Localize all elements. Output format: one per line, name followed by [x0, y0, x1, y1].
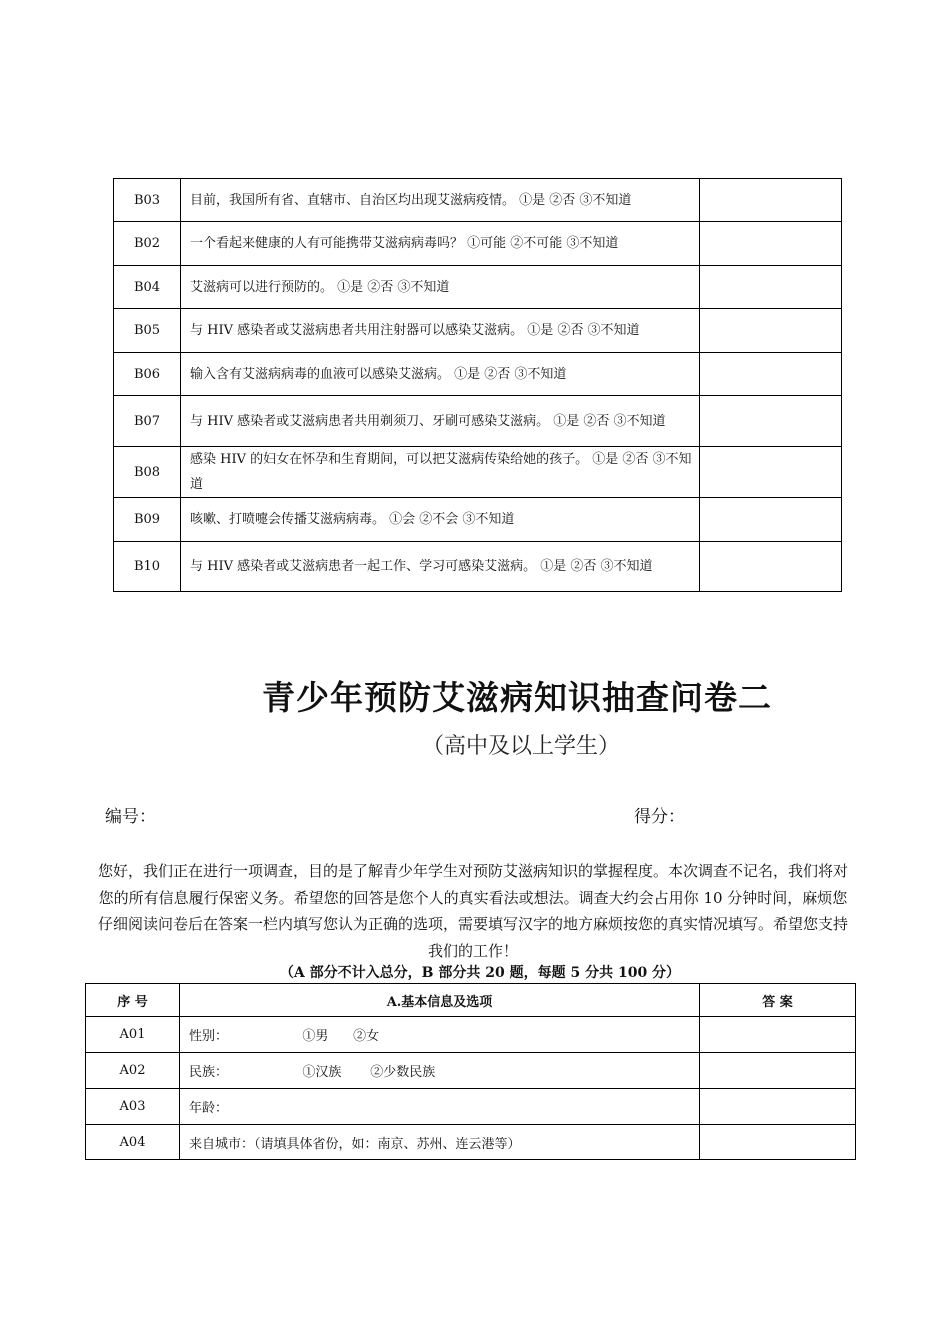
- question-text: 一个看起来健康的人有可能携带艾滋病病毒吗？ ①可能 ②不可能 ③不知道: [181, 222, 700, 266]
- score-label: 得分：: [634, 807, 685, 827]
- question-code: A04: [86, 1125, 180, 1160]
- answer-cell[interactable]: [700, 266, 842, 309]
- question-code: B03: [114, 179, 181, 222]
- question-text: 年龄：: [180, 1089, 700, 1125]
- answer-cell[interactable]: [700, 396, 842, 447]
- intro-paragraph: 您好，我们正在进行一项调查，目的是了解青少年学生对预防艾滋病知识的掌握程度。本次调查不记名，我们将对您的所有信息履行保密义务。希望您的回答是您个人的真实看法或想法。调查大约会占用你 10 分钟时间，麻烦您仔细阅读问卷后在答案一栏内填写您认为正确的选项，需要填写汉字的地方麻烦按您的真实情况填写。希望您支持我们的工作！: [97, 862, 848, 960]
- table-row: [114, 498, 842, 542]
- answer-cell[interactable]: [700, 542, 842, 592]
- answer-cell[interactable]: [700, 309, 842, 353]
- question-text: 来自城市：（请填具体省份，如：南京、苏州、连云港等）: [180, 1125, 700, 1160]
- question-code: A01: [86, 1017, 180, 1053]
- question-text: 感染 HIV 的妇女在怀孕和生育期间，可以把艾滋病传染给她的孩子。 ①是 ②否 ③不知道: [181, 447, 700, 498]
- question-text: 输入含有艾滋病病毒的血液可以感染艾滋病。 ①是 ②否 ③不知道: [181, 353, 700, 396]
- question-text: 目前，我国所有省、直辖市、自治区均出现艾滋病疫情。 ①是 ②否 ③不知道: [181, 179, 700, 222]
- question-text: 艾滋病可以进行预防的。 ①是 ②否 ③不知道: [181, 266, 700, 309]
- answer-cell[interactable]: [700, 222, 842, 266]
- table-row: [86, 1053, 856, 1089]
- question-text: 与 HIV 感染者或艾滋病患者共用注射器可以感染艾滋病。 ①是 ②否 ③不知道: [181, 309, 700, 353]
- answer-cell[interactable]: [700, 353, 842, 396]
- answer-cell[interactable]: [700, 498, 842, 542]
- question-code: B02: [114, 222, 181, 266]
- answer-cell[interactable]: [700, 179, 842, 222]
- table-header-row: [86, 984, 856, 1017]
- question-text: 民族： ①汉族 ②少数民族: [180, 1053, 700, 1089]
- question-code: A02: [86, 1053, 180, 1089]
- question-code: B08: [114, 447, 181, 498]
- answer-cell[interactable]: [700, 1125, 856, 1160]
- number-label: 编号：: [105, 807, 156, 827]
- header-question: A.基本信息及选项: [180, 984, 700, 1017]
- question-code: B06: [114, 353, 181, 396]
- answer-cell[interactable]: [700, 1017, 856, 1053]
- table-row: [114, 309, 842, 353]
- question-text: 与 HIV 感染者或艾滋病患者一起工作、学习可感染艾滋病。 ①是 ②否 ③不知道: [181, 542, 700, 592]
- page-subtitle: （高中及以上学生）: [421, 734, 620, 759]
- table-row: [114, 396, 842, 447]
- table-row: [86, 1125, 856, 1160]
- question-text: 与 HIV 感染者或艾滋病患者共用剃须刀、牙刷可感染艾滋病。 ①是 ②否 ③不知道: [181, 396, 700, 447]
- question-code: B09: [114, 498, 181, 542]
- question-code: B07: [114, 396, 181, 447]
- scoring-note: （A 部分不计入总分，B 部分共 20 题，每题 5 分共 100 分）: [279, 965, 681, 981]
- table-row: [114, 353, 842, 396]
- header-answer: 答 案: [700, 984, 856, 1017]
- table-row: [86, 1089, 856, 1125]
- knowledge-questions-table: [113, 178, 842, 592]
- question-text: 咳嗽、打喷嚏会传播艾滋病病毒。 ①会 ②不会 ③不知道: [181, 498, 700, 542]
- table-row: [114, 542, 842, 592]
- answer-cell[interactable]: [700, 447, 842, 498]
- question-code: B04: [114, 266, 181, 309]
- table-row: [114, 222, 842, 266]
- table-row: [86, 1017, 856, 1053]
- question-text: 性别： ①男 ②女: [180, 1017, 700, 1053]
- table-row: [114, 447, 842, 498]
- table-row: [114, 179, 842, 222]
- answer-cell[interactable]: [700, 1053, 856, 1089]
- question-code: A03: [86, 1089, 180, 1125]
- table-row: [114, 266, 842, 309]
- question-code: B10: [114, 542, 181, 592]
- answer-cell[interactable]: [700, 1089, 856, 1125]
- basic-info-table: [85, 983, 856, 1160]
- page-title: 青少年预防艾滋病知识抽查问卷二: [262, 678, 772, 717]
- header-number: 序 号: [86, 984, 180, 1017]
- question-code: B05: [114, 309, 181, 353]
